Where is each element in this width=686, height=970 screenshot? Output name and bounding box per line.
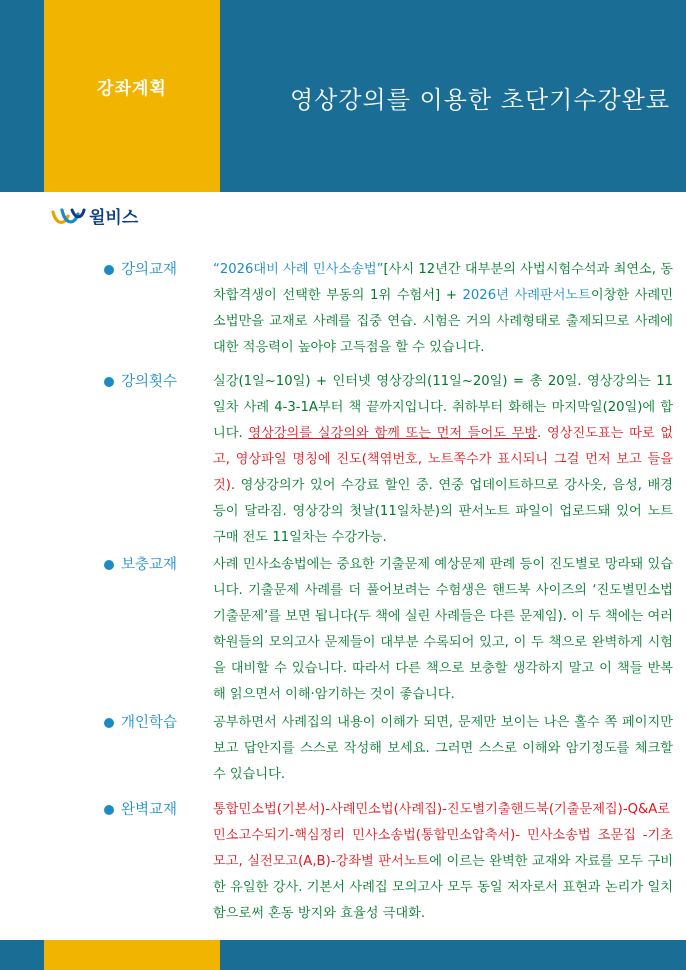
bullet-icon (104, 377, 114, 387)
bullet-icon (104, 265, 114, 275)
footer-gold-block (44, 940, 220, 970)
section-body (213, 369, 673, 551)
section-body (213, 797, 673, 927)
section-body: 사례 민사소송법에는 중요한 기출문제 예상문제 판례 등이 진도별로 망라돼 있습니다. 기출문제 사례를 더 풀어보려는 수험생은 핸드북 사이즈의 ‘진도별민소법 기출문제’를 보면 됩니다(두 책에 실린 사례들은 다른 문제임). 이 두 책에는 여러 학원들의 모의고사 문제들이 대부분 수록되어 있고, 이 두 책으로 완벽하게 시험을 대비할 수 있습니다. 따라서 다른 책으로 보충할 생각하지 말고 이 책들 반복해 읽으면서 이해·암기하는 것이 좋습니다. (213, 557, 673, 702)
logo-text: 윌비스 (89, 208, 139, 228)
textbook-note: 이창한 사례민소법만을 교재로 사례를 집중 연습. 시험은 거의 사례형태로 출제되므로 사례에 대한 적응력이 높아야 고득점을 할 수 있습니다. (213, 288, 673, 355)
section-body (213, 257, 673, 361)
brand-logo (50, 203, 138, 228)
wilbis-swirl-logo-icon (50, 204, 86, 228)
header-tag: 강좌계획 (97, 79, 167, 99)
bullet-icon (104, 718, 114, 728)
bullet-icon (104, 805, 114, 815)
section-label: 완벽교재 (121, 802, 178, 818)
sessions-note: . 영상진도표는 따로 없고, 영상파일 명칭에 진도(책엮번호, 노트쪽수가 표시되니 그걸 먼저 보고 들을 것) (213, 426, 673, 493)
notebook-title: 2026년 사례판서노트 (462, 288, 591, 303)
sessions-highlight: 영상강의를 실강의와 함께 또는 먼저 들어도 무방 (248, 426, 538, 441)
section-label: 강의횟수 (121, 374, 178, 390)
section-label: 보충교재 (121, 557, 178, 573)
section-label: 강의교재 (121, 262, 178, 278)
materials-list: 통합민소법(기본서)-사례민소법(사례집)-진도별기출핸드북(기출문제집)-Q&A로 민소고수되기-핵심정리 민사소송법(통합민소압축서)- 민사소송법 조문집 -기초모고, 실전모고(A,B)-강좌별 판서노트 (213, 802, 673, 869)
materials-desc: 에 이르는 완벽한 교재와 자료를 모두 구비한 유일한 강사. 기본서 사례집 모의고사 모두 동일 저자로서 표현과 논리가 일치함으로써 혼동 방지와 효율성 극대화. (213, 854, 673, 921)
bullet-icon (104, 560, 114, 570)
sessions-extra: . 영상강의가 있어 수강료 할인 중. 연중 업데이트하므로 강사옷, 음성, 배경 등이 달라짐. 영상강의 첫날(11일차분)의 판서노트 파일이 업로드돼 있어 노트 구매 전도 11일차는 수강가능. (213, 478, 673, 545)
textbook-desc: [사시 12년간 대부분의 사법시험수석과 최연소, 동차합격생이 선택한 부동의 1위 수험서] + (213, 262, 673, 303)
section-label: 개인학습 (121, 715, 178, 731)
page-title: 영상강의를 이용한 초단기수강완료 (290, 86, 671, 114)
textbook-title: “2026대비 사례 민사소송법” (213, 262, 384, 277)
section-body: 공부하면서 사례집의 내용이 이해가 되면, 문제만 보이는 나은 홀수 쪽 페이지만 보고 답안지를 스스로 작성해 보세요. 그러면 스스로 이해와 암기정도를 체크할 수 있습니다. (213, 715, 673, 782)
sessions-text: 실강(1일~10일) + 인터넷 영상강의(11일~20일) = 총 20일. 영상강의는 11일차 사례 4-3-1A부터 책 끝까지입니다. 취하부터 화해는 마지막일(20일)에 합니다. (213, 374, 673, 441)
